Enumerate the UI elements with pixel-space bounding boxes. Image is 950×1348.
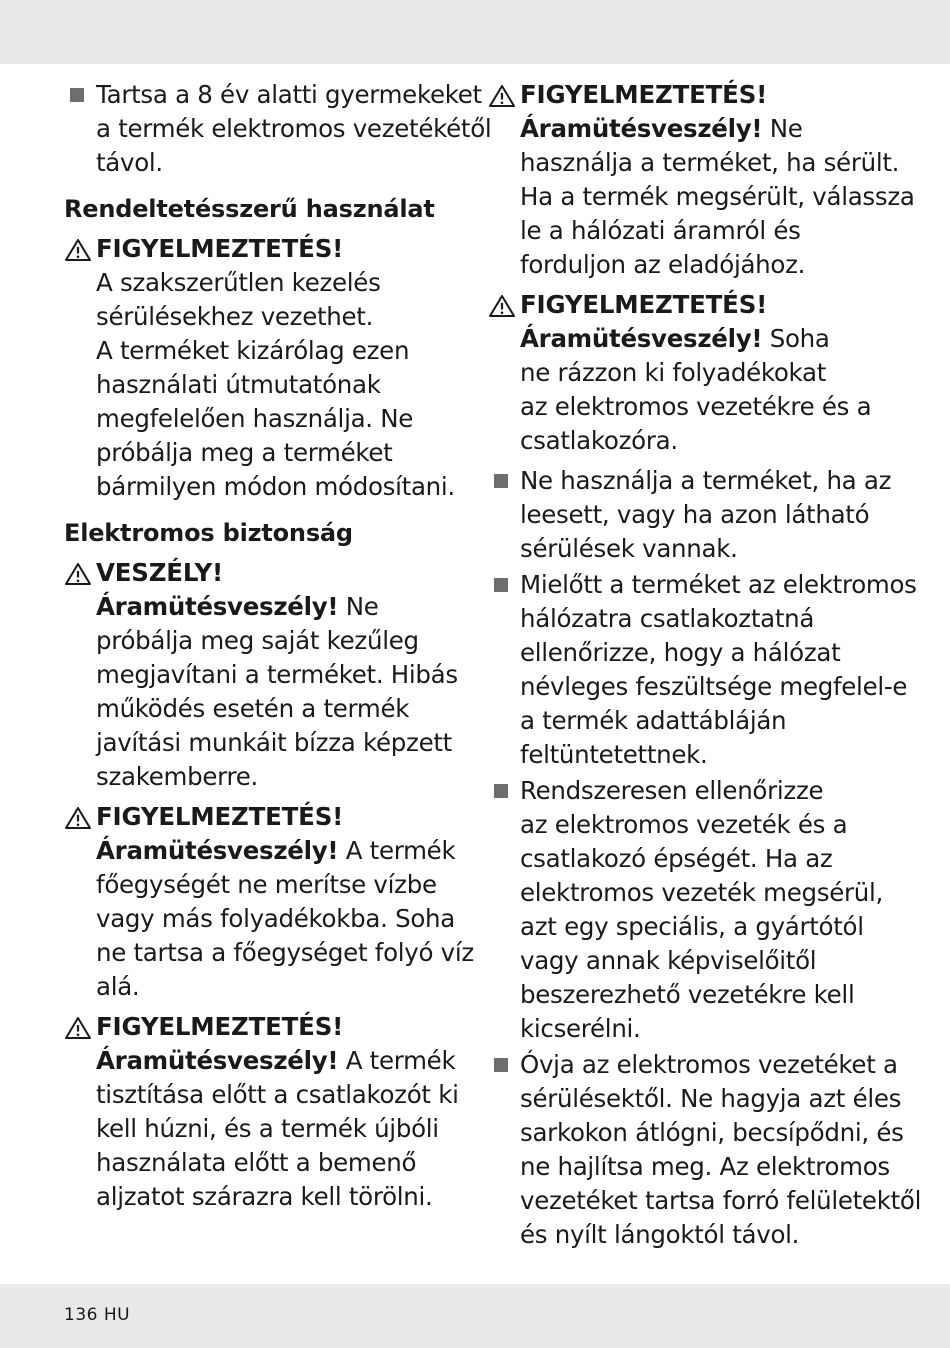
text-line: aljzatot szárazra kell törölni.: [96, 1182, 433, 1211]
text-line: névleges feszültsége megfelel-e: [520, 672, 908, 701]
text-line: le a hálózati áramról és: [520, 216, 801, 245]
bullet-square-icon: [494, 578, 508, 592]
text-line: főegységét ne merítse vízbe: [96, 870, 437, 899]
bullet-square-icon: [494, 1058, 508, 1072]
section-heading-electrical-safety: Elektromos biztonság: [64, 519, 353, 547]
list-item-voltage-check: [488, 568, 917, 772]
bullet-square-icon: [494, 474, 508, 488]
text-line: tisztítása előtt a csatlakozót ki: [96, 1080, 459, 1109]
footer-band: [0, 1284, 950, 1348]
text-line: [520, 322, 898, 356]
text-line: ne hajlítsa meg. Az elektromos: [520, 1152, 890, 1181]
text-line: elektromos vezeték megsérül,: [520, 878, 883, 907]
warning-triangle-icon: [64, 1016, 92, 1040]
text-line: megjavítani a terméket. Hibás: [96, 660, 458, 689]
text-line: bármilyen módon módosítani.: [96, 472, 455, 501]
text-line: szakemberre.: [96, 762, 258, 791]
text-line: javítási munkáit bízza képzett: [96, 728, 452, 757]
warning-triangle-icon: [64, 806, 92, 830]
text-line: a termék adattábláján: [520, 706, 787, 735]
text-fragment: A termék: [338, 836, 456, 865]
warning-block-water: [64, 800, 474, 1004]
text-line: ellenőrizze, hogy a hálózat: [520, 638, 841, 667]
text-line: leesett, vagy ha azon látható: [520, 500, 870, 529]
text-line: vezetéket tartsa forró felületektől: [520, 1186, 922, 1215]
list-item-cable-inspection: [488, 774, 898, 1046]
text-line: vagy más folyadékokba. Soha: [96, 904, 455, 933]
text-line: működés esetén a termék: [96, 694, 410, 723]
header-band: [0, 0, 950, 64]
right-column: [488, 78, 922, 1254]
warning-label: FIGYELMEZTETÉS!: [96, 1012, 344, 1041]
shock-hazard-label: Áramütésveszély!: [96, 592, 339, 621]
text-line: használati útmutatónak: [96, 370, 381, 399]
warning-label: FIGYELMEZTETÉS!: [96, 234, 344, 263]
text-line: A terméket kizárólag ezen: [96, 336, 410, 365]
text-line: csatlakozó épségét. Ha az: [520, 844, 833, 873]
text-line: [520, 112, 898, 146]
text-line: beszerezhető vezetékre kell: [520, 980, 855, 1009]
danger-block-self-repair: [64, 556, 464, 794]
warning-block-liquids: [488, 288, 898, 458]
text-line: megfelelően használja. Ne: [96, 404, 414, 433]
text-line: és nyílt lángoktól távol.: [520, 1220, 800, 1249]
text-line: [96, 1044, 464, 1078]
text-line: sérülésekhez vezethet.: [96, 302, 374, 331]
warning-block-cleaning: [64, 1010, 464, 1214]
text-fragment: Soha: [762, 324, 830, 353]
warning-triangle-icon: [64, 238, 92, 262]
text-line: Óvja az elektromos vezetéket a: [520, 1050, 898, 1079]
text-line: hálózatra csatlakoztatná: [520, 604, 815, 633]
warning-label: FIGYELMEZTETÉS!: [520, 290, 768, 319]
text-line: Mielőtt a terméket az elektromos: [520, 570, 917, 599]
text-line: Ne használja a terméket, ha az: [520, 466, 892, 495]
page-number: 136 HU: [64, 1305, 131, 1325]
shock-hazard-label: Áramütésveszély!: [96, 1046, 339, 1075]
text-line: próbálja meg a terméket: [96, 438, 393, 467]
text-line: kicserélni.: [520, 1014, 641, 1043]
text-line: alá.: [96, 972, 140, 1001]
warning-block-damaged-product: [488, 78, 915, 282]
text-line: ne tartsa a főegységet folyó víz: [96, 938, 474, 967]
text-line: próbálja meg saját kezűleg: [96, 626, 419, 655]
text-line: csatlakozóra.: [520, 426, 678, 455]
warning-block-improper-use: [64, 232, 464, 504]
text-line: [96, 834, 464, 868]
warning-triangle-icon: [488, 84, 516, 108]
text-line: a termék elektromos vezetékétől: [96, 114, 492, 143]
text-line: az elektromos vezetékre és a: [520, 392, 872, 421]
text-line: távol.: [96, 148, 163, 177]
bullet-square-icon: [494, 784, 508, 798]
text-line: vagy annak képviselőitől: [520, 946, 817, 975]
text-line: sérülésektől. Ne hagyja azt éles: [520, 1084, 902, 1113]
list-item-cable-protection: [488, 1048, 922, 1252]
text-line: Rendszeresen ellenőrizze: [520, 776, 824, 805]
shock-hazard-label: Áramütésveszély!: [520, 324, 763, 353]
text-line: Tartsa a 8 év alatti gyermekeket: [96, 80, 482, 109]
bullet-square-icon: [70, 88, 84, 102]
text-line: azt egy speciális, a gyártótól: [520, 912, 864, 941]
warning-triangle-icon: [488, 294, 516, 318]
text-fragment: Ne: [762, 114, 803, 143]
text-line: A szakszerűtlen kezelés: [96, 268, 381, 297]
warning-triangle-icon: [64, 562, 92, 586]
text-line: feltüntetettnek.: [520, 740, 708, 769]
text-line: használata előtt a bemenő: [96, 1148, 417, 1177]
list-item-dropped-product: [488, 464, 898, 566]
text-line: sérülések vannak.: [520, 534, 738, 563]
shock-hazard-label: Áramütésveszély!: [520, 114, 763, 143]
shock-hazard-label: Áramütésveszély!: [96, 836, 339, 865]
text-line: sarkokon átlógni, becsípődni, és: [520, 1118, 904, 1147]
list-item-children-safety: [64, 78, 492, 180]
text-line: az elektromos vezeték és a: [520, 810, 848, 839]
text-fragment: A termék: [338, 1046, 456, 1075]
text-fragment: Ne: [338, 592, 379, 621]
danger-label: VESZÉLY!: [96, 558, 223, 587]
text-line: ne rázzon ki folyadékokat: [520, 358, 827, 387]
warning-label: FIGYELMEZTETÉS!: [96, 802, 344, 831]
text-line: [96, 590, 464, 624]
section-heading-intended-use: Rendeltetésszerű használat: [64, 195, 435, 223]
text-line: kell húzni, és a termék újbóli: [96, 1114, 439, 1143]
text-line: használja a terméket, ha sérült.: [520, 148, 900, 177]
text-line: forduljon az eladójához.: [520, 250, 806, 279]
left-column: [64, 78, 492, 1220]
text-line: Ha a termék megsérült, válassza: [520, 182, 915, 211]
warning-label: FIGYELMEZTETÉS!: [520, 80, 768, 109]
